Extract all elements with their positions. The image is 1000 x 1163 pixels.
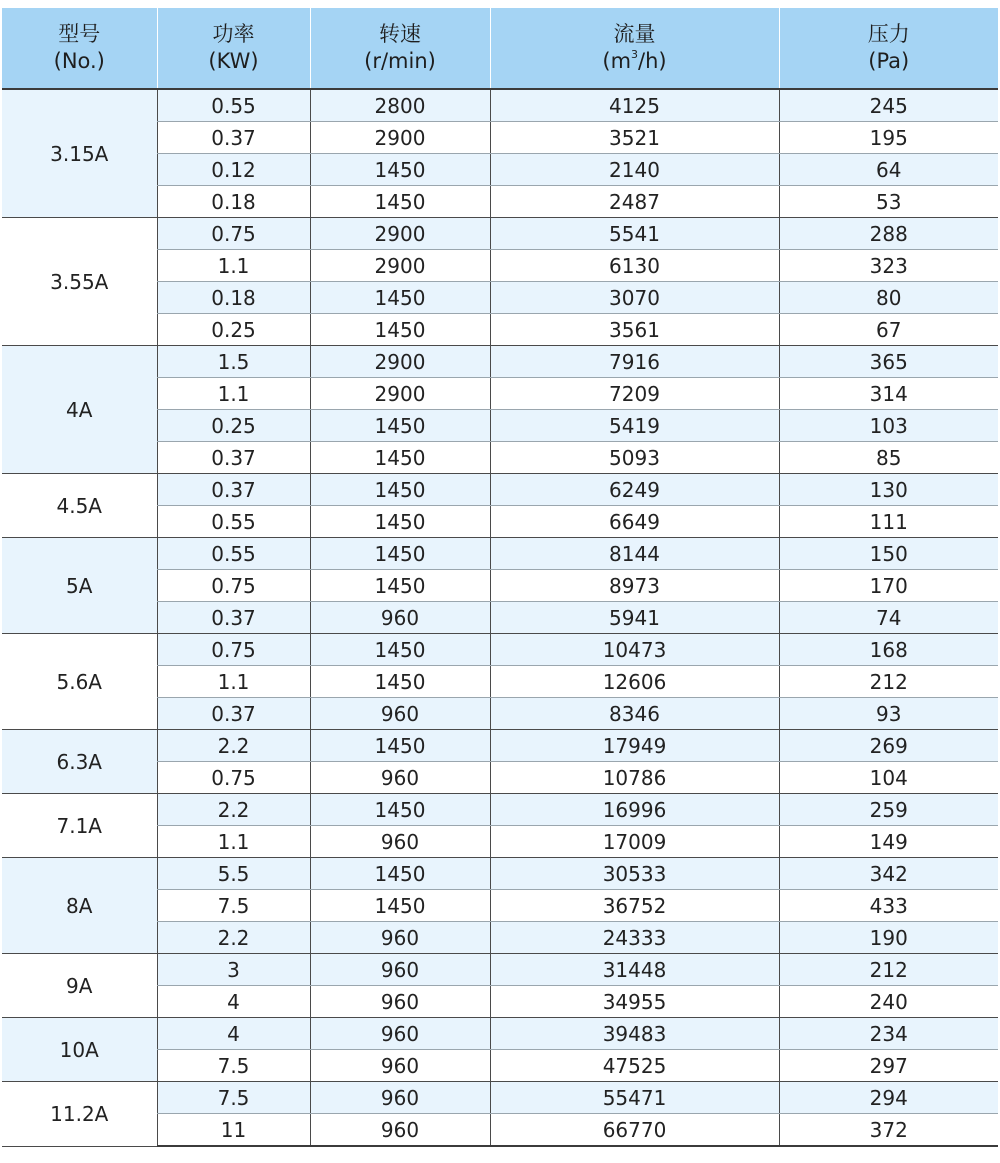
header-speed	[310, 8, 490, 89]
header-flow-unit-sup: 3	[631, 48, 639, 61]
flow-cell: 12606	[490, 666, 779, 698]
power-cell: 4	[157, 986, 310, 1018]
flow-cell: 4125	[490, 89, 779, 122]
speed-cell: 960	[310, 1018, 490, 1050]
model-cell: 6.3A	[2, 730, 157, 794]
header-flow-unit-post: /h)	[638, 49, 667, 73]
table-row	[2, 89, 998, 122]
flow-cell: 8973	[490, 570, 779, 602]
speed-cell: 960	[310, 986, 490, 1018]
pressure-cell: 323	[779, 250, 998, 282]
power-cell: 1.1	[157, 250, 310, 282]
fan-spec-table	[2, 8, 998, 1147]
speed-cell: 2900	[310, 346, 490, 378]
pressure-cell: 433	[779, 890, 998, 922]
header-speed-label: 转速	[379, 22, 421, 46]
model-cell: 10A	[2, 1018, 157, 1082]
flow-cell: 30533	[490, 858, 779, 890]
power-cell: 2.2	[157, 730, 310, 762]
header-power	[157, 8, 310, 89]
power-cell: 0.37	[157, 698, 310, 730]
power-cell: 3	[157, 954, 310, 986]
speed-cell: 1450	[310, 474, 490, 506]
table-row	[2, 1018, 998, 1050]
power-cell: 1.1	[157, 666, 310, 698]
pressure-cell: 80	[779, 282, 998, 314]
model-cell: 3.55A	[2, 218, 157, 346]
speed-cell: 960	[310, 762, 490, 794]
pressure-cell: 195	[779, 122, 998, 154]
power-cell: 0.75	[157, 218, 310, 250]
power-cell: 5.5	[157, 858, 310, 890]
table-row	[2, 538, 998, 570]
power-cell: 0.18	[157, 186, 310, 218]
speed-cell: 1450	[310, 442, 490, 474]
model-cell: 5.6A	[2, 634, 157, 730]
pressure-cell: 53	[779, 186, 998, 218]
speed-cell: 960	[310, 922, 490, 954]
pressure-cell: 150	[779, 538, 998, 570]
speed-cell: 1450	[310, 154, 490, 186]
flow-cell: 31448	[490, 954, 779, 986]
speed-cell: 1450	[310, 282, 490, 314]
power-cell: 0.18	[157, 282, 310, 314]
flow-cell: 17949	[490, 730, 779, 762]
header-model-unit: (No.)	[53, 49, 105, 73]
pressure-cell: 103	[779, 410, 998, 442]
flow-cell: 47525	[490, 1050, 779, 1082]
power-cell: 2.2	[157, 922, 310, 954]
table-body	[2, 89, 998, 1146]
speed-cell: 960	[310, 698, 490, 730]
header-row	[2, 8, 998, 89]
pressure-cell: 111	[779, 506, 998, 538]
pressure-cell: 67	[779, 314, 998, 346]
pressure-cell: 269	[779, 730, 998, 762]
flow-cell: 2487	[490, 186, 779, 218]
pressure-cell: 170	[779, 570, 998, 602]
pressure-cell: 85	[779, 442, 998, 474]
power-cell: 0.75	[157, 762, 310, 794]
pressure-cell: 93	[779, 698, 998, 730]
power-cell: 11	[157, 1114, 310, 1147]
power-cell: 2.2	[157, 794, 310, 826]
power-cell: 0.55	[157, 538, 310, 570]
model-cell: 7.1A	[2, 794, 157, 858]
model-cell: 5A	[2, 538, 157, 634]
speed-cell: 2900	[310, 250, 490, 282]
flow-cell: 5541	[490, 218, 779, 250]
speed-cell: 1450	[310, 506, 490, 538]
table-row	[2, 954, 998, 986]
pressure-cell: 212	[779, 666, 998, 698]
pressure-cell: 64	[779, 154, 998, 186]
model-cell: 4.5A	[2, 474, 157, 538]
flow-cell: 39483	[490, 1018, 779, 1050]
speed-cell: 960	[310, 1082, 490, 1114]
power-cell: 1.1	[157, 826, 310, 858]
flow-cell: 66770	[490, 1114, 779, 1147]
flow-cell: 16996	[490, 794, 779, 826]
pressure-cell: 294	[779, 1082, 998, 1114]
flow-cell: 3561	[490, 314, 779, 346]
header-model	[2, 8, 157, 89]
speed-cell: 960	[310, 1050, 490, 1082]
power-cell: 1.1	[157, 378, 310, 410]
speed-cell: 1450	[310, 890, 490, 922]
power-cell: 7.5	[157, 1050, 310, 1082]
pressure-cell: 259	[779, 794, 998, 826]
flow-cell: 3070	[490, 282, 779, 314]
flow-cell: 5419	[490, 410, 779, 442]
flow-cell: 8346	[490, 698, 779, 730]
pressure-cell: 149	[779, 826, 998, 858]
speed-cell: 1450	[310, 794, 490, 826]
table-row	[2, 1082, 998, 1114]
table-header	[2, 8, 998, 89]
speed-cell: 2800	[310, 89, 490, 122]
flow-cell: 6130	[490, 250, 779, 282]
model-cell: 9A	[2, 954, 157, 1018]
pressure-cell: 245	[779, 89, 998, 122]
flow-cell: 10786	[490, 762, 779, 794]
power-cell: 0.75	[157, 634, 310, 666]
power-cell: 0.75	[157, 570, 310, 602]
speed-cell: 2900	[310, 218, 490, 250]
pressure-cell: 104	[779, 762, 998, 794]
pressure-cell: 130	[779, 474, 998, 506]
flow-cell: 2140	[490, 154, 779, 186]
pressure-cell: 365	[779, 346, 998, 378]
table-row	[2, 794, 998, 826]
table-row	[2, 730, 998, 762]
header-power-unit: (KW)	[208, 49, 259, 73]
power-cell: 0.55	[157, 89, 310, 122]
power-cell: 0.37	[157, 602, 310, 634]
speed-cell: 1450	[310, 186, 490, 218]
pressure-cell: 342	[779, 858, 998, 890]
table-row	[2, 346, 998, 378]
model-cell: 8A	[2, 858, 157, 954]
pressure-cell: 168	[779, 634, 998, 666]
table-row	[2, 218, 998, 250]
header-flow-label: 流量	[613, 22, 656, 46]
pressure-cell: 190	[779, 922, 998, 954]
header-power-label: 功率	[212, 22, 255, 46]
flow-cell: 17009	[490, 826, 779, 858]
speed-cell: 2900	[310, 378, 490, 410]
flow-cell: 36752	[490, 890, 779, 922]
power-cell: 0.25	[157, 410, 310, 442]
pressure-cell: 212	[779, 954, 998, 986]
table-row	[2, 858, 998, 890]
header-speed-unit: (r/min)	[364, 49, 436, 73]
power-cell: 0.55	[157, 506, 310, 538]
power-cell: 4	[157, 1018, 310, 1050]
header-flow-unit	[491, 48, 779, 75]
speed-cell: 2900	[310, 122, 490, 154]
speed-cell: 1450	[310, 730, 490, 762]
flow-cell: 10473	[490, 634, 779, 666]
model-cell: 11.2A	[2, 1082, 157, 1147]
header-pressure-unit: (Pa)	[868, 49, 910, 73]
speed-cell: 960	[310, 954, 490, 986]
speed-cell: 1450	[310, 570, 490, 602]
pressure-cell: 234	[779, 1018, 998, 1050]
flow-cell: 24333	[490, 922, 779, 954]
speed-cell: 1450	[310, 634, 490, 666]
flow-cell: 55471	[490, 1082, 779, 1114]
pressure-cell: 372	[779, 1114, 998, 1147]
pressure-cell: 288	[779, 218, 998, 250]
speed-cell: 1450	[310, 314, 490, 346]
flow-cell: 34955	[490, 986, 779, 1018]
flow-cell: 8144	[490, 538, 779, 570]
power-cell: 1.5	[157, 346, 310, 378]
speed-cell: 960	[310, 602, 490, 634]
power-cell: 7.5	[157, 1082, 310, 1114]
speed-cell: 1450	[310, 410, 490, 442]
speed-cell: 960	[310, 1114, 490, 1147]
flow-cell: 6649	[490, 506, 779, 538]
header-pressure	[779, 8, 998, 89]
model-cell: 3.15A	[2, 89, 157, 218]
power-cell: 7.5	[157, 890, 310, 922]
flow-cell: 7209	[490, 378, 779, 410]
table-row	[2, 634, 998, 666]
header-pressure-label: 压力	[867, 22, 910, 46]
flow-cell: 5093	[490, 442, 779, 474]
pressure-cell: 74	[779, 602, 998, 634]
table-row	[2, 474, 998, 506]
flow-cell: 3521	[490, 122, 779, 154]
header-flow-unit-pre: (m	[602, 49, 632, 73]
header-model-label: 型号	[58, 22, 101, 46]
power-cell: 0.37	[157, 474, 310, 506]
model-cell: 4A	[2, 346, 157, 474]
power-cell: 0.25	[157, 314, 310, 346]
power-cell: 0.37	[157, 442, 310, 474]
pressure-cell: 314	[779, 378, 998, 410]
flow-cell: 7916	[490, 346, 779, 378]
flow-cell: 6249	[490, 474, 779, 506]
fan-spec-table-container	[2, 8, 998, 1147]
speed-cell: 1450	[310, 538, 490, 570]
speed-cell: 960	[310, 826, 490, 858]
speed-cell: 1450	[310, 858, 490, 890]
speed-cell: 1450	[310, 666, 490, 698]
header-flow	[490, 8, 779, 89]
power-cell: 0.12	[157, 154, 310, 186]
flow-cell: 5941	[490, 602, 779, 634]
power-cell: 0.37	[157, 122, 310, 154]
pressure-cell: 297	[779, 1050, 998, 1082]
pressure-cell: 240	[779, 986, 998, 1018]
